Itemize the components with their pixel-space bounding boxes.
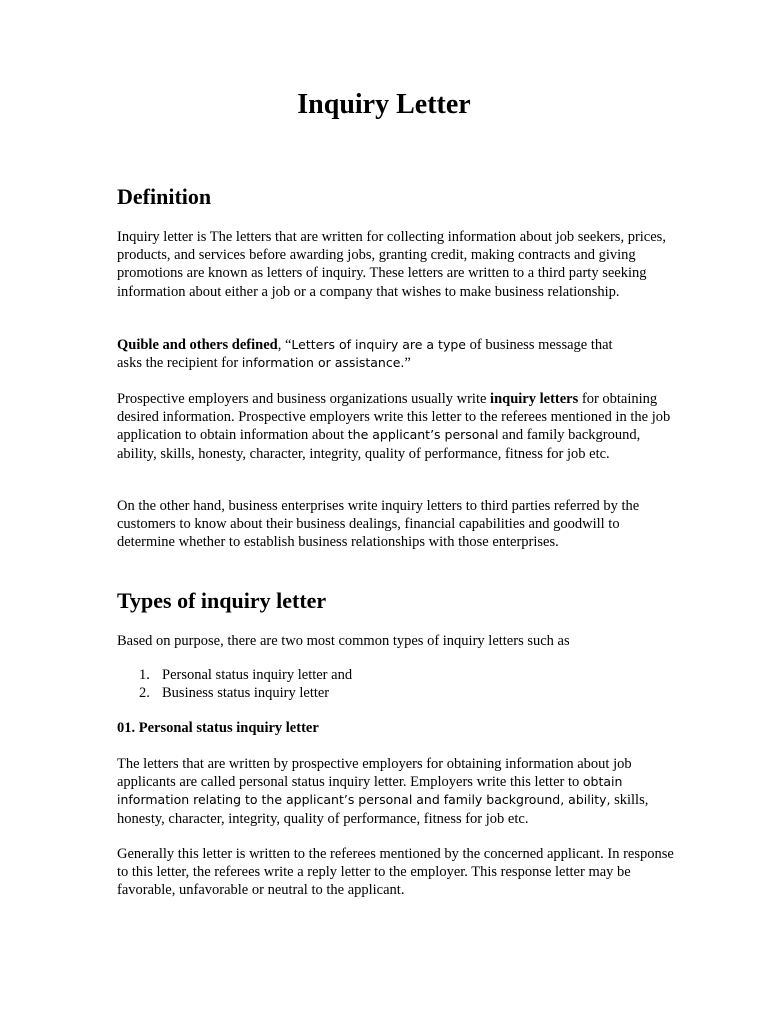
prospective-employers-paragraph: [117, 390, 677, 463]
quible-definition-paragraph: [117, 336, 617, 372]
personal-status-subheading: 01. Personal status inquiry letter: [117, 720, 319, 736]
types-intro: Based on purpose, there are two most common types of inquiry letters such as: [117, 633, 570, 649]
personal-status-paragraph: [117, 755, 677, 828]
list-item-text: Personal status inquiry letter and: [162, 667, 353, 683]
business-enterprises-paragraph: On the other hand, business enterprises write inquiry letters to third parties referred by the customers to know about their business dealings, financial capabilities and goodwill to determine whether to establish business relationships with those enterprises.: [117, 498, 640, 551]
p3-text-a: Prospective employers and business organizations usually write: [117, 391, 491, 407]
p3-bold-term: inquiry letters: [490, 391, 579, 407]
quible-label: Quible and others defined: [117, 337, 278, 353]
list-item-text: Business status inquiry letter: [162, 685, 330, 702]
list-item-number: 1.: [139, 667, 150, 683]
p3-text-b: for obtaining desired information. Prospective employers write this letter to the referees mentioned in the job application to obtain information about: [117, 391, 671, 444]
quote-open: , “: [277, 337, 292, 353]
p3-mono-text: the applicant’s personal: [347, 427, 499, 443]
types-list: [117, 666, 352, 702]
definition-heading: Definition: [117, 184, 212, 209]
list-item-number: 2.: [139, 685, 150, 702]
ps-text-a: The letters that are written by prospective employers for obtaining information about job applicants are called personal status inquiry letter. Employers write this letter to: [117, 756, 632, 791]
quote-part-1: Letters of inquiry are a type: [291, 337, 466, 352]
quote-close: ”: [404, 355, 411, 372]
quote-part-2: information or assistance.: [241, 355, 405, 371]
document-title: Inquiry Letter: [297, 89, 471, 120]
types-heading: Types of inquiry letter: [117, 588, 327, 613]
list-item: [117, 666, 352, 684]
referees-paragraph: Generally this letter is written to the referees mentioned by the concerned applicant. In response to this letter, the referees write a reply letter to the employer. This response letter may be favorable, unfavorable or neutral to the applicant.: [117, 846, 674, 899]
p3-text-c: and family background, ability, skills, honesty, character, integrity, quality of performance, fitness for job etc.: [117, 427, 641, 462]
ps-text-b: skills, honesty, character, integrity, quality of performance, fitness for job etc.: [117, 792, 649, 827]
definition-paragraph: Inquiry letter is The letters that are written for collecting information about job seekers, prices, products, and services before awarding jobs, granting credit, making contracts and giving promotions are known as letters of inquiry. These letters are written to a third party seeking information about either a job or a company that wishes to make business relationship.: [117, 229, 666, 300]
list-item: [117, 684, 352, 702]
quote-middle: of business message that asks the recipient for: [117, 337, 613, 372]
ps-mono-text: obtain information relating to the applicant’s personal and family background, ability,: [117, 774, 623, 808]
